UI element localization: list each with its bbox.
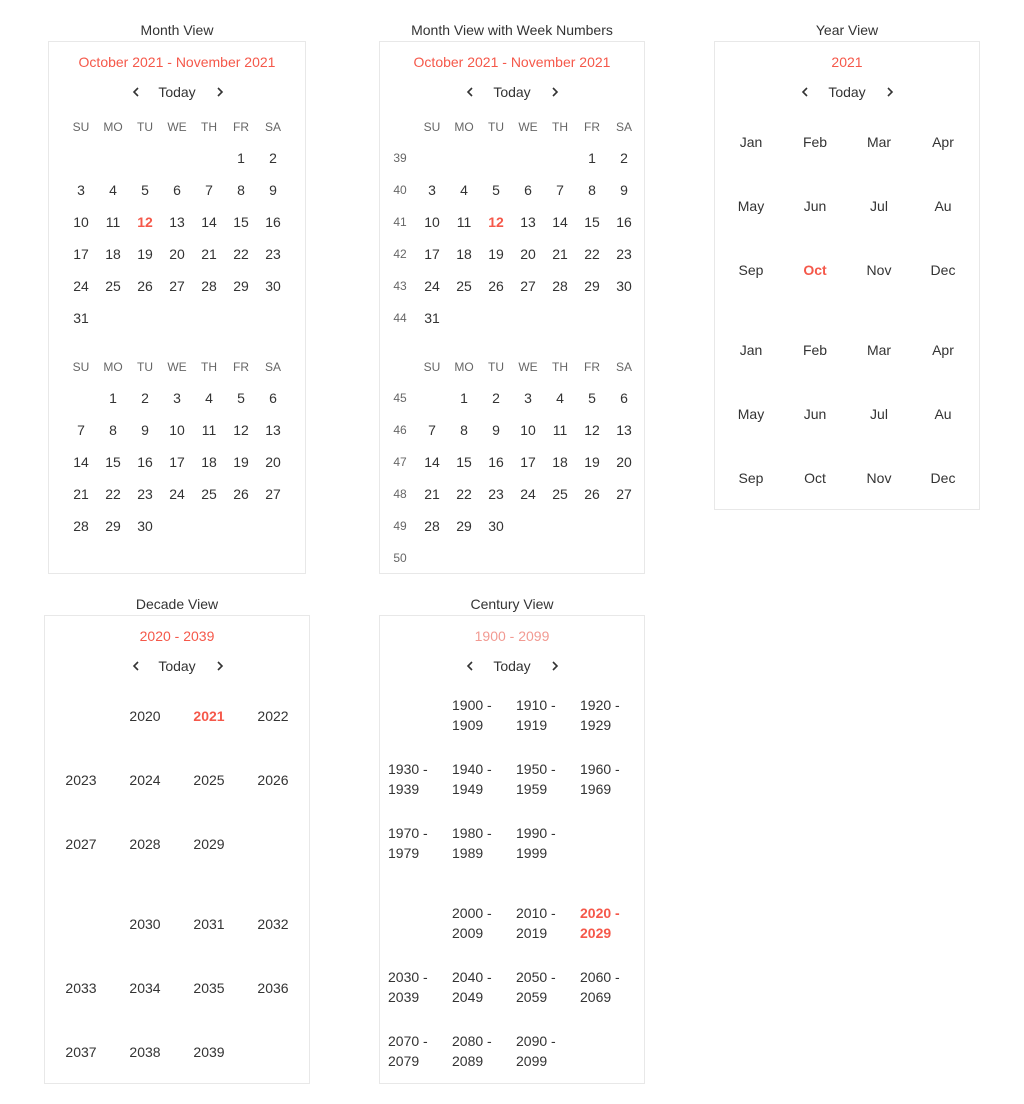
decade-cell[interactable]	[516, 1031, 580, 1071]
day-cell[interactable]: 27	[265, 486, 281, 502]
day-cell[interactable]: 29	[105, 518, 121, 534]
decade-cell[interactable]	[388, 967, 452, 1007]
day-cell[interactable]: 26	[137, 278, 153, 294]
section-title: Month View with Week Numbers	[411, 22, 613, 38]
weekday-label: FR	[584, 120, 600, 134]
day-cell[interactable]: 30	[265, 278, 281, 294]
weekday-label: SU	[72, 360, 90, 374]
day-cell[interactable]: 22	[233, 246, 249, 262]
year-cell-current[interactable]: 2021	[193, 708, 225, 724]
year-cell[interactable]: 2039	[193, 1044, 225, 1060]
month-cell[interactable]: May	[737, 406, 765, 422]
day-cell[interactable]: 2	[141, 390, 149, 406]
day-cell[interactable]: 18	[456, 246, 472, 262]
day-cell-today[interactable]: 12	[137, 214, 153, 230]
day-cell[interactable]: 23	[137, 486, 153, 502]
year-cell[interactable]: 2036	[257, 980, 289, 996]
day-cell[interactable]: 28	[424, 518, 440, 534]
weekday-label: SA	[264, 120, 281, 134]
next-button[interactable]	[545, 657, 565, 675]
weekday-label: TH	[552, 120, 568, 134]
day-cell[interactable]: 2	[492, 390, 500, 406]
day-cell[interactable]: 26	[233, 486, 249, 502]
day-cell[interactable]: 9	[492, 422, 500, 438]
weekday-label: SU	[423, 120, 441, 134]
day-cell[interactable]: 10	[73, 214, 89, 230]
section-title: Century View	[470, 596, 554, 612]
today-button[interactable]: Today	[493, 84, 531, 100]
day-cell[interactable]: 22	[105, 486, 121, 502]
weekday-label: TU	[488, 120, 504, 134]
month-cell[interactable]: Nov	[866, 470, 892, 486]
day-cell[interactable]: 23	[488, 486, 504, 502]
day-cell[interactable]: 16	[488, 454, 504, 470]
day-cell[interactable]: 18	[105, 246, 121, 262]
decade-range-label: 1900 - 1909	[452, 697, 492, 733]
month-cell[interactable]: Feb	[802, 342, 828, 358]
day-cell[interactable]: 15	[105, 454, 121, 470]
year-cell[interactable]: 2027	[65, 836, 97, 852]
prev-button[interactable]	[126, 83, 146, 101]
day-cell[interactable]: 21	[73, 486, 89, 502]
chevron-right-icon	[215, 661, 225, 671]
month-cell[interactable]: Au	[934, 406, 952, 422]
day-cell[interactable]: 16	[137, 454, 153, 470]
decade-cell[interactable]	[388, 823, 452, 863]
day-cell[interactable]: 19	[233, 454, 249, 470]
year-cell[interactable]: 2028	[129, 836, 161, 852]
weekday-label: FR	[584, 360, 600, 374]
weekday-label: TU	[488, 360, 504, 374]
day-cell[interactable]: 3	[173, 390, 181, 406]
calendar-header-title[interactable]: 1900 - 2099	[474, 628, 550, 644]
day-cell[interactable]: 29	[233, 278, 249, 294]
day-cell[interactable]: 25	[105, 278, 121, 294]
decade-cell[interactable]	[452, 823, 516, 863]
year-view-calendar	[714, 41, 980, 510]
day-cell[interactable]: 11	[552, 422, 568, 438]
decade-range-label: 2030 - 2039	[388, 969, 428, 1005]
decade-cell[interactable]	[452, 1031, 516, 1071]
year-cell[interactable]: 2029	[193, 836, 225, 852]
day-cell[interactable]: 17	[424, 246, 440, 262]
decade-cell[interactable]	[452, 695, 516, 735]
day-cell[interactable]: 22	[456, 486, 472, 502]
month-cell[interactable]: Au	[934, 198, 952, 214]
week-number: 48	[393, 487, 407, 501]
day-cell[interactable]: 3	[524, 390, 532, 406]
day-cell[interactable]: 28	[73, 518, 89, 534]
month-cell[interactable]: Oct	[804, 470, 826, 486]
century-view-calendar	[379, 615, 645, 1084]
decade-cell[interactable]	[516, 967, 580, 1007]
weekday-label: TH	[201, 360, 217, 374]
day-cell[interactable]: 18	[552, 454, 568, 470]
prev-button[interactable]	[460, 83, 480, 101]
day-cell[interactable]: 26	[488, 278, 504, 294]
decade-range-label: 2000 - 2009	[452, 905, 492, 941]
decade-view-calendar	[44, 615, 310, 1084]
decade-range-label: 1930 - 1939	[388, 761, 428, 797]
day-cell[interactable]: 10	[520, 422, 536, 438]
day-cell[interactable]: 31	[73, 310, 89, 326]
day-cell[interactable]: 12	[233, 422, 249, 438]
calendar-header-title[interactable]: 2020 - 2039	[139, 628, 215, 644]
day-cell[interactable]: 29	[584, 278, 600, 294]
day-cell[interactable]: 21	[424, 486, 440, 502]
week-number: 43	[393, 279, 407, 293]
next-button[interactable]	[880, 83, 900, 101]
day-cell[interactable]: 14	[201, 214, 217, 230]
day-cell[interactable]: 22	[584, 246, 600, 262]
day-cell[interactable]: 21	[552, 246, 568, 262]
month-cell[interactable]: May	[737, 198, 765, 214]
chevron-left-icon	[131, 87, 141, 97]
year-cell[interactable]: 2030	[129, 916, 161, 932]
day-cell[interactable]: 15	[584, 214, 600, 230]
year-cell[interactable]: 2031	[193, 916, 225, 932]
year-cell[interactable]: 2025	[193, 772, 225, 788]
year-view-section	[714, 21, 980, 510]
decade-cell[interactable]	[580, 695, 644, 735]
chevron-left-icon	[465, 661, 475, 671]
month-cell-current[interactable]: Oct	[803, 262, 827, 278]
month-cell[interactable]: Dec	[930, 262, 956, 278]
month-view-weeks-section	[379, 21, 645, 574]
day-cell[interactable]: 26	[584, 486, 600, 502]
day-cell[interactable]: 19	[137, 246, 153, 262]
day-cell[interactable]: 20	[265, 454, 281, 470]
day-cell[interactable]: 11	[456, 214, 472, 230]
day-cell[interactable]: 27	[520, 278, 536, 294]
decade-cell[interactable]	[388, 759, 452, 799]
day-cell[interactable]: 19	[488, 246, 504, 262]
calendar-header-title[interactable]: October 2021 - November 2021	[413, 54, 611, 70]
next-button[interactable]	[545, 83, 565, 101]
century-view-section	[379, 595, 645, 1084]
day-cell[interactable]: 8	[237, 182, 245, 198]
day-cell[interactable]: 14	[73, 454, 89, 470]
weekday-label: TH	[201, 120, 217, 134]
calendar-header-title[interactable]: October 2021 - November 2021	[78, 54, 276, 70]
day-cell[interactable]: 4	[109, 182, 117, 198]
day-cell[interactable]: 12	[584, 422, 600, 438]
weekday-label: SU	[72, 120, 90, 134]
day-cell[interactable]: 6	[620, 390, 628, 406]
day-cell[interactable]: 9	[269, 182, 277, 198]
weekday-label: MO	[454, 360, 474, 374]
day-cell[interactable]: 1	[109, 390, 117, 406]
week-number: 44	[393, 311, 407, 325]
weekday-label: WE	[167, 120, 187, 134]
decade-range-label: 1990 - 1999	[516, 825, 556, 861]
day-cell[interactable]: 9	[620, 182, 628, 198]
decade-range-label: 2040 - 2049	[452, 969, 492, 1005]
day-cell[interactable]: 20	[616, 454, 632, 470]
day-cell[interactable]: 19	[584, 454, 600, 470]
month-cell[interactable]: Apr	[932, 134, 954, 150]
day-cell[interactable]: 5	[588, 390, 596, 406]
day-cell[interactable]: 13	[616, 422, 632, 438]
decade-range-label: 2060 - 2069	[580, 969, 620, 1005]
year-cell[interactable]: 2022	[257, 708, 289, 724]
chevron-right-icon	[550, 661, 560, 671]
decade-cell[interactable]	[516, 823, 580, 863]
day-cell[interactable]: 20	[520, 246, 536, 262]
section-title: Month View	[140, 22, 214, 38]
today-button[interactable]: Today	[158, 658, 196, 674]
month-cell[interactable]: Mar	[866, 134, 892, 150]
day-cell[interactable]: 24	[424, 278, 440, 294]
decade-range-label: 2010 - 2019	[516, 905, 556, 941]
week-number: 39	[393, 151, 407, 165]
prev-button[interactable]	[460, 657, 480, 675]
calendar-nav	[49, 83, 305, 101]
chevron-left-icon	[131, 661, 141, 671]
day-cell[interactable]: 30	[488, 518, 504, 534]
day-cell[interactable]: 14	[552, 214, 568, 230]
day-cell[interactable]: 11	[105, 214, 121, 230]
decade-cell[interactable]	[516, 903, 580, 943]
day-cell[interactable]: 25	[552, 486, 568, 502]
month-view-weeks-calendar	[379, 41, 645, 574]
month-view-section	[48, 21, 306, 574]
day-cell[interactable]: 27	[616, 486, 632, 502]
day-cell[interactable]: 2	[269, 150, 277, 166]
day-cell[interactable]: 27	[169, 278, 185, 294]
day-cell[interactable]: 30	[137, 518, 153, 534]
chevron-left-icon	[465, 87, 475, 97]
month-cell[interactable]: Jan	[739, 134, 763, 150]
day-cell[interactable]: 24	[73, 278, 89, 294]
day-cell[interactable]: 7	[77, 422, 85, 438]
day-cell[interactable]: 5	[492, 182, 500, 198]
week-number: 41	[393, 215, 407, 229]
month-cell[interactable]: Sep	[738, 262, 764, 278]
decade-view-section	[44, 595, 310, 1084]
day-cell[interactable]: 25	[456, 278, 472, 294]
chevron-left-icon	[800, 87, 810, 97]
decade-cell[interactable]	[452, 759, 516, 799]
decade-range-label: 1940 - 1949	[452, 761, 492, 797]
decade-range-label: 1970 - 1979	[388, 825, 428, 861]
calendar-nav	[715, 83, 979, 101]
day-cell[interactable]: 13	[265, 422, 281, 438]
day-cell[interactable]: 25	[201, 486, 217, 502]
day-cell[interactable]: 31	[424, 310, 440, 326]
day-cell[interactable]: 10	[424, 214, 440, 230]
day-cell[interactable]: 1	[237, 150, 245, 166]
day-cell[interactable]: 9	[141, 422, 149, 438]
today-button[interactable]: Today	[158, 84, 196, 100]
weekday-label: MO	[103, 120, 123, 134]
day-cell[interactable]: 30	[616, 278, 632, 294]
decade-cell[interactable]	[580, 967, 644, 1007]
month-view-calendar	[48, 41, 306, 574]
week-number: 50	[393, 551, 407, 565]
decade-range-label: 2050 - 2059	[516, 969, 556, 1005]
year-cell[interactable]: 2037	[65, 1044, 97, 1060]
weekday-label: FR	[233, 120, 249, 134]
decade-cell[interactable]	[388, 1031, 452, 1071]
day-cell[interactable]: 7	[205, 182, 213, 198]
day-cell[interactable]: 3	[77, 182, 85, 198]
day-cell[interactable]: 17	[73, 246, 89, 262]
weekday-label: SA	[264, 360, 281, 374]
year-cell[interactable]: 2023	[65, 772, 97, 788]
day-cell[interactable]: 5	[237, 390, 245, 406]
month-cell[interactable]: Sep	[738, 470, 764, 486]
day-cell[interactable]: 16	[616, 214, 632, 230]
month-cell[interactable]: Nov	[866, 262, 892, 278]
week-number: 42	[393, 247, 407, 261]
year-cell[interactable]: 2024	[129, 772, 161, 788]
decade-cell[interactable]	[516, 695, 580, 735]
decade-range-label: 1950 - 1959	[516, 761, 556, 797]
month-cell[interactable]: Jul	[870, 406, 888, 422]
day-cell[interactable]: 21	[201, 246, 217, 262]
weekday-label: TU	[137, 360, 153, 374]
decade-range-label: 2020 - 2029	[580, 905, 620, 941]
weekday-label: MO	[454, 120, 474, 134]
day-cell[interactable]: 18	[201, 454, 217, 470]
day-cell[interactable]: 2	[620, 150, 628, 166]
day-cell[interactable]: 8	[109, 422, 117, 438]
day-cell[interactable]: 24	[169, 486, 185, 502]
month-cell[interactable]: Dec	[930, 470, 956, 486]
weekday-label: SA	[615, 360, 632, 374]
chevron-right-icon	[885, 87, 895, 97]
decade-range-label: 1910 - 1919	[516, 697, 556, 733]
day-cell[interactable]: 1	[460, 390, 468, 406]
year-cell[interactable]: 2026	[257, 772, 289, 788]
calendar-nav	[45, 657, 309, 675]
year-cell[interactable]: 2020	[129, 708, 161, 724]
chevron-right-icon	[550, 87, 560, 97]
section-title: Year View	[815, 22, 879, 38]
day-cell[interactable]: 29	[456, 518, 472, 534]
day-cell[interactable]: 6	[269, 390, 277, 406]
decade-cell-current[interactable]	[580, 903, 644, 943]
day-cell[interactable]: 4	[460, 182, 468, 198]
month-cell[interactable]: Mar	[866, 342, 892, 358]
prev-button[interactable]	[126, 657, 146, 675]
weekday-label: TH	[552, 360, 568, 374]
day-cell[interactable]: 7	[556, 182, 564, 198]
weekday-label: WE	[518, 360, 538, 374]
day-cell[interactable]: 4	[205, 390, 213, 406]
year-cell[interactable]: 2033	[65, 980, 97, 996]
decade-range-label: 2080 - 2089	[452, 1033, 492, 1069]
day-cell[interactable]: 6	[173, 182, 181, 198]
month-cell[interactable]: Jun	[803, 406, 827, 422]
calendar-nav	[380, 657, 644, 675]
day-cell[interactable]: 8	[460, 422, 468, 438]
day-cell[interactable]: 3	[428, 182, 436, 198]
next-button[interactable]	[210, 657, 230, 675]
year-cell[interactable]: 2035	[193, 980, 225, 996]
prev-button[interactable]	[795, 83, 815, 101]
decade-range-label: 2090 - 2099	[516, 1033, 556, 1069]
section-title: Decade View	[135, 596, 219, 612]
year-cell[interactable]: 2038	[129, 1044, 161, 1060]
day-cell[interactable]: 23	[265, 246, 281, 262]
calendar-header-title[interactable]: 2021	[831, 54, 863, 70]
day-cell[interactable]: 6	[524, 182, 532, 198]
weekday-label: TU	[137, 120, 153, 134]
year-cell[interactable]: 2034	[129, 980, 161, 996]
day-cell[interactable]: 15	[456, 454, 472, 470]
next-button[interactable]	[210, 83, 230, 101]
week-number: 40	[393, 183, 407, 197]
decade-range-label: 2070 - 2079	[388, 1033, 428, 1069]
decade-range-label: 1980 - 1989	[452, 825, 492, 861]
month-cell[interactable]: Jan	[739, 342, 763, 358]
day-cell[interactable]: 23	[616, 246, 632, 262]
day-cell[interactable]: 11	[201, 422, 217, 438]
today-button[interactable]: Today	[493, 658, 531, 674]
day-cell-today[interactable]: 12	[488, 214, 504, 230]
day-cell[interactable]: 28	[201, 278, 217, 294]
month-cell[interactable]: Jun	[803, 198, 827, 214]
year-cell[interactable]: 2032	[257, 916, 289, 932]
day-cell[interactable]: 13	[520, 214, 536, 230]
day-cell[interactable]: 24	[520, 486, 536, 502]
week-number: 45	[393, 391, 407, 405]
day-cell[interactable]: 20	[169, 246, 185, 262]
today-button[interactable]: Today	[828, 84, 866, 100]
week-number: 47	[393, 455, 407, 469]
month-cell[interactable]: Feb	[802, 134, 828, 150]
day-cell[interactable]: 1	[588, 150, 596, 166]
chevron-right-icon	[215, 87, 225, 97]
calendar-nav	[380, 83, 644, 101]
day-cell[interactable]: 15	[233, 214, 249, 230]
day-cell[interactable]: 14	[424, 454, 440, 470]
weekday-label: MO	[103, 360, 123, 374]
decade-range-label: 1920 - 1929	[580, 697, 620, 733]
weekday-label: WE	[518, 120, 538, 134]
day-cell[interactable]: 13	[169, 214, 185, 230]
weekday-label: SA	[615, 120, 632, 134]
day-cell[interactable]: 28	[552, 278, 568, 294]
month-cell[interactable]: Apr	[932, 342, 954, 358]
day-cell[interactable]: 5	[141, 182, 149, 198]
weekday-label: WE	[167, 360, 187, 374]
day-cell[interactable]: 16	[265, 214, 281, 230]
decade-cell[interactable]	[452, 903, 516, 943]
decade-cell[interactable]	[452, 967, 516, 1007]
day-cell[interactable]: 4	[556, 390, 564, 406]
day-cell[interactable]: 8	[588, 182, 596, 198]
day-cell[interactable]: 10	[169, 422, 185, 438]
weekday-label: FR	[233, 360, 249, 374]
month-cell[interactable]: Jul	[870, 198, 888, 214]
decade-cell[interactable]	[516, 759, 580, 799]
week-number: 49	[393, 519, 407, 533]
week-number: 46	[393, 423, 407, 437]
day-cell[interactable]: 17	[520, 454, 536, 470]
day-cell[interactable]: 7	[428, 422, 436, 438]
weekday-label: SU	[423, 360, 441, 374]
decade-range-label: 1960 - 1969	[580, 761, 620, 797]
decade-cell[interactable]	[580, 759, 644, 799]
day-cell[interactable]: 17	[169, 454, 185, 470]
